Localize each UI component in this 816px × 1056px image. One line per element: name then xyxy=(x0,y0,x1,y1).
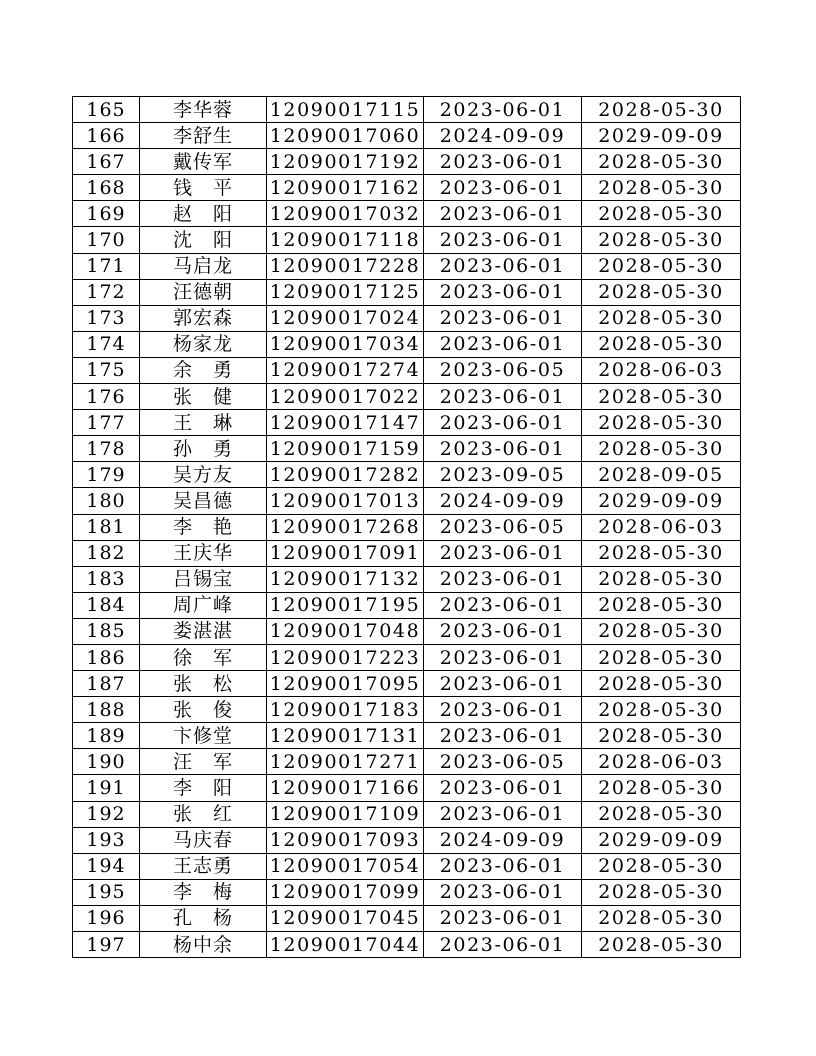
table-row xyxy=(73,175,741,201)
table-row xyxy=(73,357,741,383)
row-number-cell: 180 xyxy=(73,488,140,514)
expiry-date-cell: 2028-05-30 xyxy=(582,331,741,357)
certificate-number-cell: 12090017147 xyxy=(267,410,424,436)
expiry-date-cell: 2028-05-30 xyxy=(582,932,741,958)
certificate-number-cell: 12090017099 xyxy=(267,879,424,905)
certificate-number-cell: 12090017013 xyxy=(267,488,424,514)
person-name-cell: 杨家龙 xyxy=(140,331,267,357)
certificate-number-cell: 12090017118 xyxy=(267,227,424,253)
table-row xyxy=(73,644,741,670)
expiry-date-cell: 2028-05-30 xyxy=(582,671,741,697)
person-name-cell: 李 阳 xyxy=(140,775,267,801)
row-number-cell: 182 xyxy=(73,540,140,566)
issue-date-cell: 2023-06-01 xyxy=(424,410,582,436)
row-number-cell: 193 xyxy=(73,827,140,853)
issue-date-cell: 2023-06-01 xyxy=(424,879,582,905)
expiry-date-cell: 2028-05-30 xyxy=(582,149,741,175)
person-name-cell: 马庆春 xyxy=(140,827,267,853)
expiry-date-cell: 2028-05-30 xyxy=(582,305,741,331)
expiry-date-cell: 2028-06-03 xyxy=(582,514,741,540)
person-name-cell: 余 勇 xyxy=(140,357,267,383)
issue-date-cell: 2023-06-01 xyxy=(424,905,582,931)
issue-date-cell: 2024-09-09 xyxy=(424,123,582,149)
issue-date-cell: 2023-06-01 xyxy=(424,723,582,749)
row-number-cell: 167 xyxy=(73,149,140,175)
expiry-date-cell: 2028-06-03 xyxy=(582,357,741,383)
table-row xyxy=(73,905,741,931)
row-number-cell: 191 xyxy=(73,775,140,801)
expiry-date-cell: 2028-05-30 xyxy=(582,775,741,801)
person-name-cell: 杨中余 xyxy=(140,932,267,958)
table-row xyxy=(73,462,741,488)
certificate-number-cell: 12090017282 xyxy=(267,462,424,488)
table-row xyxy=(73,827,741,853)
table-row xyxy=(73,488,741,514)
person-name-cell: 王志勇 xyxy=(140,853,267,879)
row-number-cell: 178 xyxy=(73,436,140,462)
expiry-date-cell: 2028-05-30 xyxy=(582,540,741,566)
row-number-cell: 192 xyxy=(73,801,140,827)
expiry-date-cell: 2028-05-30 xyxy=(582,592,741,618)
certificate-number-cell: 12090017192 xyxy=(267,149,424,175)
certificate-number-cell: 12090017162 xyxy=(267,175,424,201)
certificate-number-cell: 12090017166 xyxy=(267,775,424,801)
row-number-cell: 169 xyxy=(73,201,140,227)
issue-date-cell: 2023-06-01 xyxy=(424,697,582,723)
expiry-date-cell: 2028-05-30 xyxy=(582,201,741,227)
certificate-number-cell: 12090017048 xyxy=(267,618,424,644)
table-row xyxy=(73,749,741,775)
table-row xyxy=(73,384,741,410)
row-number-cell: 179 xyxy=(73,462,140,488)
table-row xyxy=(73,540,741,566)
person-name-cell: 孙 勇 xyxy=(140,436,267,462)
issue-date-cell: 2023-06-01 xyxy=(424,331,582,357)
expiry-date-cell: 2028-05-30 xyxy=(582,97,741,123)
expiry-date-cell: 2028-05-30 xyxy=(582,801,741,827)
certificate-number-cell: 12090017268 xyxy=(267,514,424,540)
row-number-cell: 165 xyxy=(73,97,140,123)
issue-date-cell: 2023-06-01 xyxy=(424,671,582,697)
expiry-date-cell: 2028-05-30 xyxy=(582,436,741,462)
certificate-number-cell: 12090017183 xyxy=(267,697,424,723)
issue-date-cell: 2023-06-01 xyxy=(424,932,582,958)
issue-date-cell: 2023-06-01 xyxy=(424,592,582,618)
expiry-date-cell: 2029-09-09 xyxy=(582,827,741,853)
person-name-cell: 李 艳 xyxy=(140,514,267,540)
issue-date-cell: 2023-06-01 xyxy=(424,253,582,279)
certificate-number-cell: 12090017034 xyxy=(267,331,424,357)
issue-date-cell: 2023-06-01 xyxy=(424,227,582,253)
table-row xyxy=(73,279,741,305)
table-row xyxy=(73,879,741,905)
table-row xyxy=(73,201,741,227)
issue-date-cell: 2023-06-01 xyxy=(424,801,582,827)
row-number-cell: 168 xyxy=(73,175,140,201)
person-name-cell: 沈 阳 xyxy=(140,227,267,253)
expiry-date-cell: 2028-05-30 xyxy=(582,227,741,253)
table-row xyxy=(73,723,741,749)
table-row xyxy=(73,410,741,436)
certificate-number-cell: 12090017195 xyxy=(267,592,424,618)
person-name-cell: 李 梅 xyxy=(140,879,267,905)
certificate-number-cell: 12090017045 xyxy=(267,905,424,931)
person-name-cell: 王 琳 xyxy=(140,410,267,436)
row-number-cell: 197 xyxy=(73,932,140,958)
person-name-cell: 汪德朝 xyxy=(140,279,267,305)
row-number-cell: 172 xyxy=(73,279,140,305)
row-number-cell: 171 xyxy=(73,253,140,279)
table-row xyxy=(73,618,741,644)
person-name-cell: 戴传军 xyxy=(140,149,267,175)
person-name-cell: 张 俊 xyxy=(140,697,267,723)
table-row xyxy=(73,123,741,149)
table-row xyxy=(73,331,741,357)
person-name-cell: 王庆华 xyxy=(140,540,267,566)
expiry-date-cell: 2028-05-30 xyxy=(582,175,741,201)
issue-date-cell: 2023-06-01 xyxy=(424,540,582,566)
row-number-cell: 190 xyxy=(73,749,140,775)
table-row xyxy=(73,97,741,123)
person-name-cell: 张 红 xyxy=(140,801,267,827)
row-number-cell: 183 xyxy=(73,566,140,592)
certificate-number-cell: 12090017095 xyxy=(267,671,424,697)
issue-date-cell: 2023-06-01 xyxy=(424,201,582,227)
issue-date-cell: 2023-06-05 xyxy=(424,514,582,540)
certificate-number-cell: 12090017109 xyxy=(267,801,424,827)
person-name-cell: 周广峰 xyxy=(140,592,267,618)
person-name-cell: 孔 杨 xyxy=(140,905,267,931)
issue-date-cell: 2024-09-09 xyxy=(424,488,582,514)
certificate-number-cell: 12090017271 xyxy=(267,749,424,775)
expiry-date-cell: 2028-05-30 xyxy=(582,618,741,644)
certificate-number-cell: 12090017223 xyxy=(267,644,424,670)
issue-date-cell: 2023-06-01 xyxy=(424,279,582,305)
row-number-cell: 195 xyxy=(73,879,140,905)
issue-date-cell: 2023-09-05 xyxy=(424,462,582,488)
expiry-date-cell: 2028-05-30 xyxy=(582,644,741,670)
expiry-date-cell: 2029-09-09 xyxy=(582,123,741,149)
row-number-cell: 175 xyxy=(73,357,140,383)
table-row xyxy=(73,775,741,801)
person-name-cell: 马启龙 xyxy=(140,253,267,279)
table-row xyxy=(73,253,741,279)
row-number-cell: 177 xyxy=(73,410,140,436)
certificate-number-cell: 12090017054 xyxy=(267,853,424,879)
row-number-cell: 194 xyxy=(73,853,140,879)
person-name-cell: 张 松 xyxy=(140,671,267,697)
person-name-cell: 汪 军 xyxy=(140,749,267,775)
expiry-date-cell: 2028-05-30 xyxy=(582,905,741,931)
issue-date-cell: 2023-06-01 xyxy=(424,149,582,175)
person-name-cell: 卞修堂 xyxy=(140,723,267,749)
row-number-cell: 166 xyxy=(73,123,140,149)
table-row xyxy=(73,566,741,592)
expiry-date-cell: 2028-05-30 xyxy=(582,723,741,749)
expiry-date-cell: 2028-05-30 xyxy=(582,566,741,592)
issue-date-cell: 2023-06-05 xyxy=(424,357,582,383)
expiry-date-cell: 2028-05-30 xyxy=(582,879,741,905)
issue-date-cell: 2023-06-01 xyxy=(424,175,582,201)
certificate-number-cell: 12090017093 xyxy=(267,827,424,853)
table-row xyxy=(73,227,741,253)
person-name-cell: 李华蓉 xyxy=(140,97,267,123)
table-row xyxy=(73,697,741,723)
row-number-cell: 181 xyxy=(73,514,140,540)
certificate-number-cell: 12090017159 xyxy=(267,436,424,462)
person-name-cell: 吴昌德 xyxy=(140,488,267,514)
row-number-cell: 188 xyxy=(73,697,140,723)
person-name-cell: 徐 军 xyxy=(140,644,267,670)
issue-date-cell: 2023-06-01 xyxy=(424,384,582,410)
certificate-number-cell: 12090017022 xyxy=(267,384,424,410)
certificate-number-cell: 12090017091 xyxy=(267,540,424,566)
issue-date-cell: 2023-06-01 xyxy=(424,305,582,331)
expiry-date-cell: 2028-05-30 xyxy=(582,697,741,723)
roster-table-body xyxy=(73,97,741,958)
person-name-cell: 郭宏森 xyxy=(140,305,267,331)
issue-date-cell: 2023-06-01 xyxy=(424,436,582,462)
person-name-cell: 钱 平 xyxy=(140,175,267,201)
issue-date-cell: 2023-06-01 xyxy=(424,853,582,879)
certificate-number-cell: 12090017115 xyxy=(267,97,424,123)
table-row xyxy=(73,436,741,462)
row-number-cell: 185 xyxy=(73,618,140,644)
expiry-date-cell: 2028-05-30 xyxy=(582,279,741,305)
issue-date-cell: 2024-09-09 xyxy=(424,827,582,853)
person-name-cell: 张 健 xyxy=(140,384,267,410)
certificate-roster-table xyxy=(72,96,741,958)
certificate-number-cell: 12090017131 xyxy=(267,723,424,749)
row-number-cell: 176 xyxy=(73,384,140,410)
certificate-number-cell: 12090017060 xyxy=(267,123,424,149)
issue-date-cell: 2023-06-01 xyxy=(424,618,582,644)
expiry-date-cell: 2028-09-05 xyxy=(582,462,741,488)
issue-date-cell: 2023-06-01 xyxy=(424,644,582,670)
person-name-cell: 娄湛湛 xyxy=(140,618,267,644)
table-row xyxy=(73,305,741,331)
expiry-date-cell: 2028-06-03 xyxy=(582,749,741,775)
person-name-cell: 李舒生 xyxy=(140,123,267,149)
row-number-cell: 186 xyxy=(73,644,140,670)
person-name-cell: 吴方友 xyxy=(140,462,267,488)
certificate-number-cell: 12090017032 xyxy=(267,201,424,227)
expiry-date-cell: 2028-05-30 xyxy=(582,853,741,879)
table-row xyxy=(73,853,741,879)
issue-date-cell: 2023-06-01 xyxy=(424,775,582,801)
certificate-number-cell: 12090017125 xyxy=(267,279,424,305)
issue-date-cell: 2023-06-01 xyxy=(424,97,582,123)
row-number-cell: 184 xyxy=(73,592,140,618)
table-row xyxy=(73,801,741,827)
person-name-cell: 赵 阳 xyxy=(140,201,267,227)
row-number-cell: 174 xyxy=(73,331,140,357)
issue-date-cell: 2023-06-05 xyxy=(424,749,582,775)
row-number-cell: 189 xyxy=(73,723,140,749)
table-row xyxy=(73,671,741,697)
row-number-cell: 187 xyxy=(73,671,140,697)
certificate-number-cell: 12090017274 xyxy=(267,357,424,383)
row-number-cell: 196 xyxy=(73,905,140,931)
table-row xyxy=(73,514,741,540)
row-number-cell: 173 xyxy=(73,305,140,331)
table-row xyxy=(73,932,741,958)
certificate-number-cell: 12090017024 xyxy=(267,305,424,331)
certificate-number-cell: 12090017228 xyxy=(267,253,424,279)
expiry-date-cell: 2028-05-30 xyxy=(582,384,741,410)
expiry-date-cell: 2028-05-30 xyxy=(582,410,741,436)
issue-date-cell: 2023-06-01 xyxy=(424,566,582,592)
certificate-number-cell: 12090017132 xyxy=(267,566,424,592)
certificate-number-cell: 12090017044 xyxy=(267,932,424,958)
expiry-date-cell: 2029-09-09 xyxy=(582,488,741,514)
expiry-date-cell: 2028-05-30 xyxy=(582,253,741,279)
person-name-cell: 吕锡宝 xyxy=(140,566,267,592)
table-row xyxy=(73,592,741,618)
table-row xyxy=(73,149,741,175)
row-number-cell: 170 xyxy=(73,227,140,253)
